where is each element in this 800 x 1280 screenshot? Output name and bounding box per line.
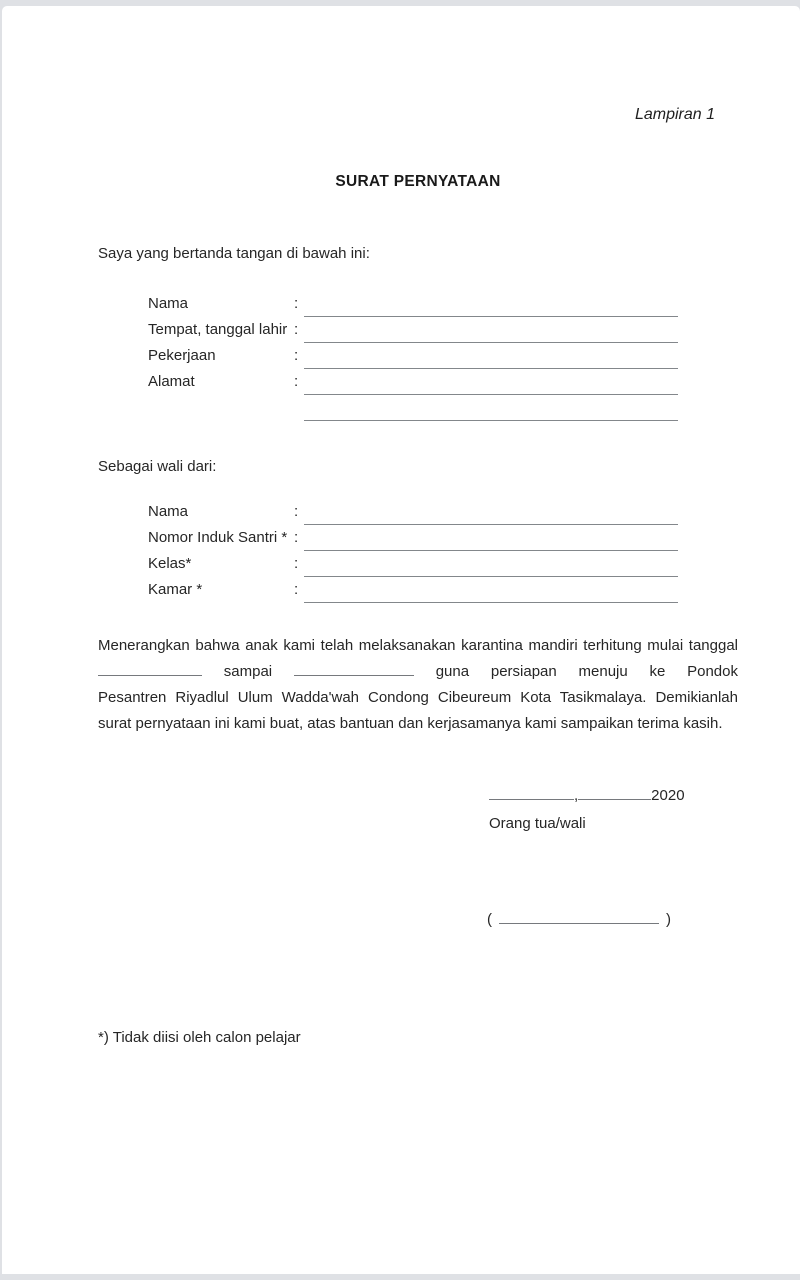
ward-fields: [148, 499, 678, 603]
statement-connector: sampai: [223, 663, 273, 680]
signature-block: [489, 785, 685, 834]
field-row-nama-santri: [148, 499, 678, 525]
field-label: Kamar *: [148, 581, 203, 598]
fill-line-place: [489, 786, 574, 800]
footnote-text: *) Tidak diisi oleh calon pelajar: [98, 1029, 301, 1046]
field-label: Nama: [148, 295, 189, 312]
field-colon: :: [294, 555, 299, 572]
field-label: Kelas*: [148, 555, 192, 572]
fill-line: [304, 417, 678, 421]
fill-line: [304, 339, 678, 343]
field-colon: :: [294, 321, 299, 338]
statement-line-4: surat pernyataan ini kami buat, atas bantuan dan kerjasamanya kami sampaikan terima kasih.: [98, 715, 723, 732]
statement-line-3: Pesantren Riyadlul Ulum Wadda'wah Condong Cibeureum Kota Tasikmalaya. Demikianlah: [98, 689, 738, 706]
field-colon: :: [294, 529, 299, 546]
field-colon: :: [294, 503, 299, 520]
statement-line-1: Menerangkan bahwa anak kami telah melaksanakan karantina mandiri terhitung mulai tanggal: [98, 637, 738, 654]
statement-paragraph: [98, 633, 738, 737]
year-label: 2020: [651, 787, 685, 804]
field-label: Alamat: [148, 373, 195, 390]
field-colon: :: [294, 295, 299, 312]
field-colon: :: [294, 373, 299, 390]
document-page: [2, 6, 800, 1274]
field-row-tempat-tanggal-lahir: [148, 317, 678, 343]
signer-role-label: Orang tua/wali: [489, 815, 586, 832]
field-colon: :: [294, 581, 299, 598]
fill-line-signer-name: [499, 910, 659, 924]
fill-line: [304, 573, 678, 577]
field-label: Pekerjaan: [148, 347, 216, 364]
paren-close: ): [666, 911, 671, 928]
field-row-pekerjaan: [148, 343, 678, 369]
date-comma: ,: [574, 787, 579, 804]
paren-open: (: [487, 911, 492, 928]
fill-line: [304, 521, 678, 525]
statement-line-2-tail: guna persiapan menuju ke Pondok: [435, 663, 738, 680]
field-colon: :: [294, 347, 299, 364]
fill-line: [304, 365, 678, 369]
fill-line-date: [578, 786, 651, 800]
declarant-fields: [148, 291, 678, 421]
field-row-nama: [148, 291, 678, 317]
field-label: Nama: [148, 503, 189, 520]
field-row-alamat: [148, 369, 678, 395]
field-row-alamat-continuation: [148, 395, 678, 421]
fill-line: [304, 391, 678, 395]
field-row-nomor-induk-santri: [148, 525, 678, 551]
signature-name-line: [487, 909, 671, 931]
inline-fill-line-end-date: [294, 662, 414, 676]
fill-line: [304, 599, 678, 603]
field-row-kamar: [148, 577, 678, 603]
guardian-intro-text: Sebagai wali dari:: [98, 458, 217, 475]
statement-line-2: [98, 659, 738, 685]
fill-line: [304, 547, 678, 551]
signature-date-line: [489, 785, 685, 807]
attachment-label: Lampiran 1: [634, 106, 715, 123]
declarant-intro-text: Saya yang bertanda tangan di bawah ini:: [98, 245, 370, 262]
inline-fill-line-start-date: [98, 662, 202, 676]
document-title: SURAT PERNYATAAN: [335, 173, 501, 190]
field-row-kelas: [148, 551, 678, 577]
field-label: Tempat, tanggal lahir: [148, 321, 288, 338]
field-label: Nomor Induk Santri *: [148, 529, 288, 546]
fill-line: [304, 313, 678, 317]
